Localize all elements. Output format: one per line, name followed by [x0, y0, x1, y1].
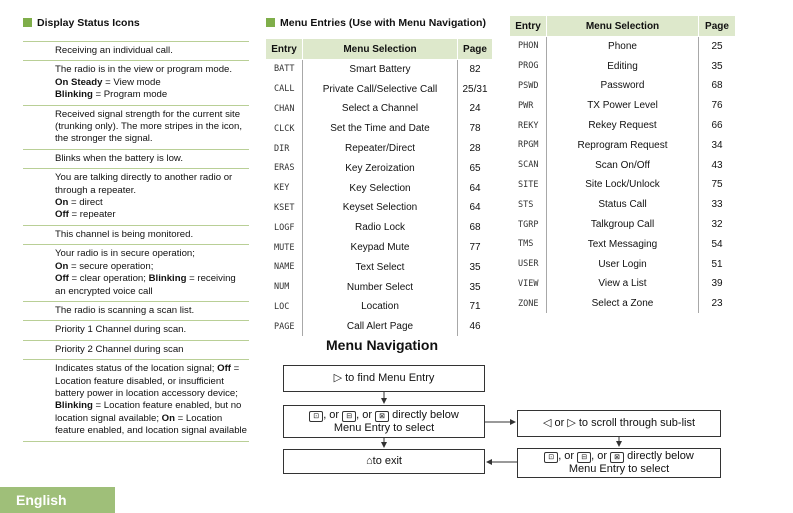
status-text: Blinking = Program mode [55, 89, 168, 101]
page-number: 82 [458, 60, 493, 80]
menu-selection: Phone [547, 37, 699, 57]
page-number: 75 [699, 175, 736, 195]
page-number: 35 [458, 277, 493, 297]
menu-selection: Text Select [303, 257, 458, 277]
menu-selection: Talkgroup Call [547, 215, 699, 235]
entry-code: TGRP [510, 215, 547, 235]
page-number: 25 [699, 37, 736, 57]
page-number: 78 [458, 119, 493, 139]
entry-code: LOGF [266, 218, 303, 238]
menu-selection: Site Lock/Unlock [547, 175, 699, 195]
entry-code: RPGM [510, 135, 547, 155]
status-text: Received signal strength for the current site (trunking only). The more stripes in the icon, the stronger the signal. [55, 108, 242, 145]
page-number: 64 [458, 198, 493, 218]
page-number: 34 [699, 135, 736, 155]
menu-selection: Rekey Request [547, 116, 699, 136]
page-number: 51 [699, 254, 736, 274]
menu-navigation-title: Menu Navigation [326, 337, 439, 353]
menu-selection: Select a Zone [547, 294, 699, 313]
language-tab: English [0, 487, 115, 513]
page-number: 43 [699, 155, 736, 175]
page-number: 77 [458, 238, 493, 258]
status-text: Off = clear operation; Blinking = receiving an encrypted voice call [55, 273, 236, 297]
page-number: 64 [458, 178, 493, 198]
page-number: 25/31 [458, 79, 493, 99]
status-text: Indicates status of the location signal; Off = Location feature disabled, or insufficient battery power in location accessory device; Blinking = Location feature enabled, but no location signal available; On = Location feature enabled, and location signal available [55, 363, 248, 437]
menu-selection: Select a Channel [303, 99, 458, 119]
menu-selection: Key Zeroization [303, 158, 458, 178]
page-number: 35 [699, 56, 736, 76]
menu-selection: Editing [547, 56, 699, 76]
sub-select-box: ⊡ , or ⊟ , or ⊠ directly below Menu Entry to select [517, 448, 721, 478]
entry-code: TMS [510, 234, 547, 254]
col-entry: Entry [510, 16, 547, 37]
entry-code: CHAN [266, 99, 303, 119]
menu-selection: Location [303, 297, 458, 317]
entry-code: PAGE [266, 317, 303, 336]
menu-selection: Password [547, 76, 699, 96]
page-number: 66 [699, 116, 736, 136]
entry-code: ZONE [510, 294, 547, 313]
entry-code: PROG [510, 56, 547, 76]
entry-code: KSET [266, 198, 303, 218]
menu-selection: Call Alert Page [303, 317, 458, 336]
page-number: 24 [458, 99, 493, 119]
entry-code: USER [510, 254, 547, 274]
menu-selection: Keypad Mute [303, 238, 458, 258]
col-page: Page [458, 39, 493, 60]
status-text: On = direct [55, 197, 103, 209]
menu-selection: Reprogram Request [547, 135, 699, 155]
menu-key-icon: ⊠ [375, 411, 389, 422]
page-number: 68 [699, 76, 736, 96]
status-text: On = secure operation; [55, 260, 154, 272]
menu-selection: Set the Time and Date [303, 119, 458, 139]
page-number: 39 [699, 274, 736, 294]
entry-code: CLCK [266, 119, 303, 139]
menu-selection: Smart Battery [303, 60, 458, 80]
page-number: 76 [699, 96, 736, 116]
entry-code: REKY [510, 116, 547, 136]
entry-code: NAME [266, 257, 303, 277]
entry-code: VIEW [510, 274, 547, 294]
page-number: 32 [699, 215, 736, 235]
entry-code: KEY [266, 178, 303, 198]
page-number: 54 [699, 234, 736, 254]
menu-selection: Radio Lock [303, 218, 458, 238]
entry-code: SCAN [510, 155, 547, 175]
status-text: The radio is in the view or program mode. [55, 64, 233, 76]
col-page: Page [699, 16, 736, 37]
status-section-title: Display Status Icons [23, 17, 140, 29]
menu-selection: TX Power Level [547, 96, 699, 116]
page-number: 28 [458, 139, 493, 159]
page-number: 46 [458, 317, 493, 336]
menu-key-icon: ⊡ [544, 452, 558, 463]
exit-box: ⌂ to exit [283, 449, 485, 474]
menu-key-icon: ⊠ [610, 452, 624, 463]
status-text: Receiving an individual call. [55, 45, 173, 56]
menu-selection: Keyset Selection [303, 198, 458, 218]
entry-code: NUM [266, 277, 303, 297]
menu-selection: View a List [547, 274, 699, 294]
menu-key-icon: ⊟ [577, 452, 591, 463]
entry-code: SITE [510, 175, 547, 195]
home-icon: ⌂ [365, 455, 373, 467]
menu-selection: Scan On/Off [547, 155, 699, 175]
menu-selection: Private Call/Selective Call [303, 79, 458, 99]
entry-code: ERAS [266, 158, 303, 178]
status-text: This channel is being monitored. [55, 228, 194, 240]
menu-selection: User Login [547, 254, 699, 274]
menu-selection: Text Messaging [547, 234, 699, 254]
menu-selection: Number Select [303, 277, 458, 297]
col-selection: Menu Selection [303, 39, 458, 60]
find-entry-box: ▷ to find Menu Entry [283, 365, 485, 392]
select-entry-box: ⊡ , or ⊟ , or ⊠ directly below Menu Entry to select [283, 405, 485, 438]
page-number: 65 [458, 158, 493, 178]
page-number: 33 [699, 195, 736, 215]
entry-code: PHON [510, 37, 547, 57]
entry-code: STS [510, 195, 547, 215]
status-text: Blinks when the battery is low. [55, 152, 183, 164]
menu-key-icon: ⊡ [309, 411, 323, 422]
status-text: Priority 2 Channel during scan [55, 343, 184, 355]
menu-selection: Key Selection [303, 178, 458, 198]
col-selection: Menu Selection [547, 16, 699, 37]
page-number: 71 [458, 297, 493, 317]
status-text: Your radio is in secure operation; [55, 248, 195, 260]
page-number: 68 [458, 218, 493, 238]
status-text: Off = repeater [55, 209, 116, 221]
menu-section-title: Menu Entries (Use with Menu Navigation) [266, 17, 486, 29]
entry-code: BATT [266, 60, 303, 80]
entry-code: CALL [266, 79, 303, 99]
entry-code: MUTE [266, 238, 303, 258]
entry-code: DIR [266, 139, 303, 159]
status-text: Priority 1 Channel during scan. [55, 324, 187, 336]
page-number: 23 [699, 294, 736, 313]
col-entry: Entry [266, 39, 303, 60]
status-text: You are talking directly to another radio or through a repeater. [55, 172, 233, 196]
page-number: 35 [458, 257, 493, 277]
status-text: On Steady = View mode [55, 76, 161, 88]
entry-code: PSWD [510, 76, 547, 96]
status-text: The radio is scanning a scan list. [55, 304, 195, 316]
menu-selection: Repeater/Direct [303, 139, 458, 159]
menu-key-icon: ⊟ [342, 411, 356, 422]
entry-code: LOC [266, 297, 303, 317]
menu-selection: Status Call [547, 195, 699, 215]
scroll-sublist-box: ◁ or ▷ to scroll through sub-list [517, 410, 721, 437]
entry-code: PWR [510, 96, 547, 116]
